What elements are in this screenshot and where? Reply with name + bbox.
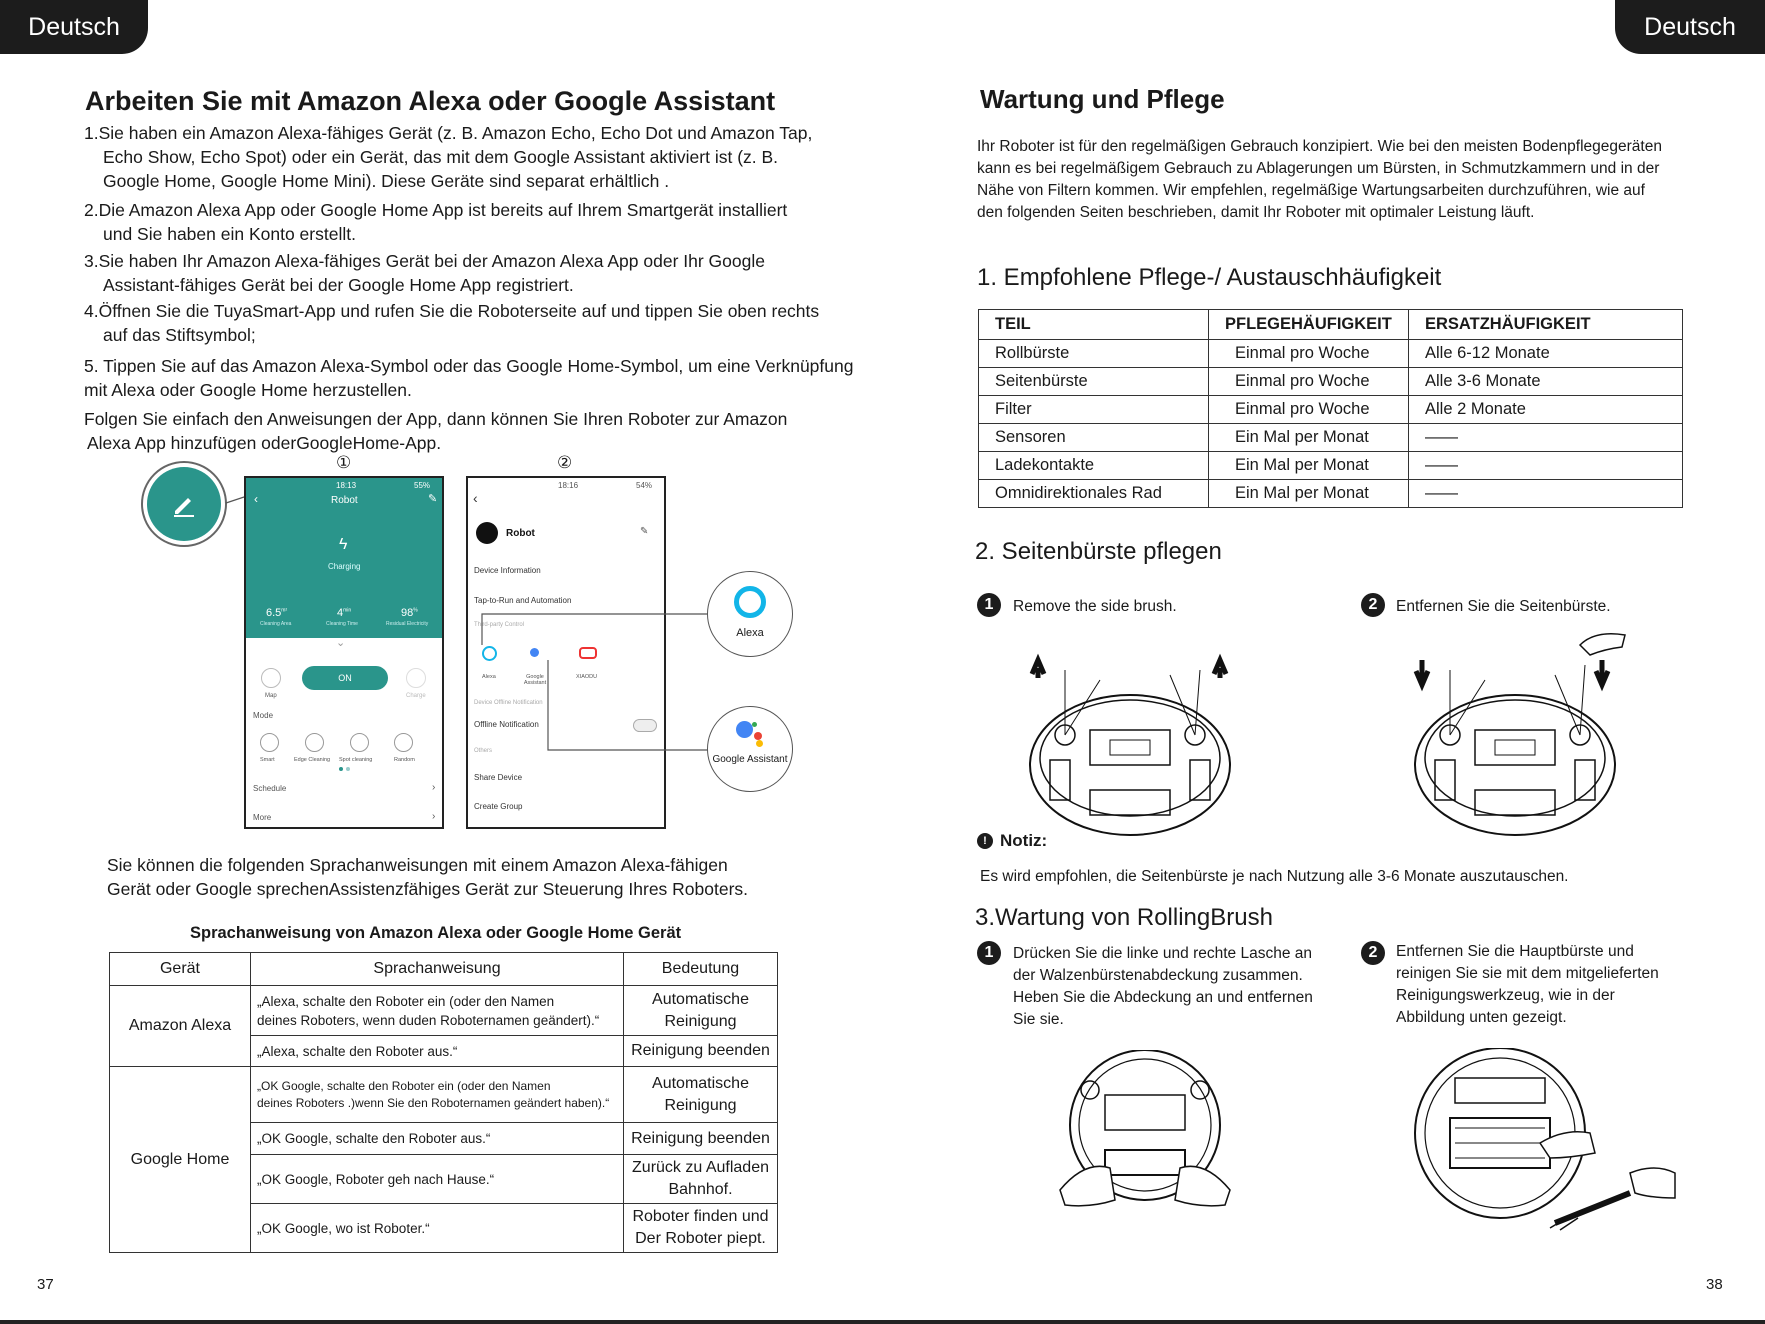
voice-table-title: Sprachanweisung von Amazon Alexa oder Google Home Gerät [190, 924, 682, 942]
marker-2: ② [557, 453, 573, 472]
chevron-right-icon: › [432, 811, 436, 822]
maintenance-table [978, 309, 1683, 508]
step-5-line-1: 5. Tippen Sie auf das Amazon Alexa-Symbol oder das Google Home-Symbol, um eine Verknüpfung [84, 356, 854, 376]
step-2-line-2: und Sie haben ein Konto erstellt. [103, 224, 356, 244]
intro-line: den folgenden Seiten beschrieben, damit Ihr Roboter mit optimaler Leistung läuft. [977, 204, 1535, 221]
step-4-line-1: 4.Öffnen Sie die TuyaSmart-App und rufen Sie die Roboterseite auf und tippen Sie oben rechts [84, 301, 820, 321]
device-amazon-alexa: Amazon Alexa [110, 986, 251, 1067]
pencil-icon [147, 467, 221, 541]
third-party-header: Third-party Control [474, 622, 525, 628]
create-group-item[interactable]: Create Group [474, 802, 523, 811]
meaning-text: Reinigung beenden [624, 1036, 778, 1067]
mode-spot: Spot cleaning [339, 757, 373, 763]
step-line: Abbildung unten gezeigt. [1396, 1009, 1567, 1026]
right-page-title: Wartung und Pflege [980, 84, 1225, 114]
follow-line-2: Alexa App hinzufügen oderGoogleHome-App. [87, 433, 442, 453]
device-google-home: Google Home [110, 1067, 251, 1253]
command-text: „Alexa, schalte den Roboter aus.“ [251, 1036, 624, 1067]
offline-header: Device Offline Notification [474, 700, 543, 706]
schedule-item[interactable]: Schedule [253, 784, 287, 793]
part-name: Sensoren [979, 424, 1209, 452]
share-device-item[interactable]: Share Device [474, 773, 523, 782]
power-on-button[interactable]: ON [302, 666, 388, 690]
note-label: Notiz: [1000, 831, 1048, 850]
meaning-text: Zurück zu Aufladen [632, 1159, 769, 1176]
section-3-heading: 3.Wartung von RollingBrush [975, 904, 1273, 931]
side-brush-step-2: Entfernen Sie die Seitenbürste. [1396, 598, 1611, 615]
phone1-title: Robot [331, 495, 358, 506]
header-care-frequency: PFLEGEHÄUFIGKEIT [1209, 310, 1409, 340]
alexa-callout [707, 571, 793, 657]
command-text: „OK Google, schalte den Roboter ein (oder den Namen [257, 1078, 551, 1093]
page-dot [339, 767, 343, 771]
command-text: „OK Google, Roboter geh nach Hause.“ [251, 1155, 624, 1204]
voice-intro [107, 853, 748, 901]
step-number-2: 2 [1361, 941, 1385, 965]
stat-area-label: Cleaning Area [260, 621, 292, 627]
pencil-callout [141, 461, 227, 547]
meaning-text: Automatische [652, 1074, 749, 1092]
edge-cleaning-icon[interactable] [305, 733, 324, 752]
meaning-text: Reinigung [664, 1096, 737, 1114]
command-text: „Alexa, schalte den Roboter ein (oder den Namen [257, 993, 555, 1009]
care-frequency: Einmal pro Woche [1209, 368, 1409, 396]
part-name: Omnidirektionales Rad [979, 480, 1209, 508]
intro-line: Ihr Roboter ist für den regelmäßigen Gebrauch konzipiert. Wie bei den meisten Bodenpflegegeräten [977, 138, 1662, 155]
step-number-2: 2 [1361, 593, 1385, 617]
maintenance-intro [977, 136, 1717, 224]
bottom-edge [0, 1320, 1765, 1324]
side-brush-step-1: Remove the side brush. [1013, 598, 1177, 615]
step-3-line-1: 3.Sie haben Ihr Amazon Alexa-fähiges Gerät bei der Amazon Alexa App oder Ihr Google [84, 251, 765, 271]
replacement-frequency: Alle 3-6 Monate [1409, 368, 1683, 396]
table-row [110, 1067, 778, 1123]
step-line: Drücken Sie die linke und rechte Lasche an [1013, 945, 1312, 962]
alexa-logo-icon [734, 586, 766, 618]
step-line: Sie sie. [1013, 1011, 1064, 1028]
rolling-brush-cover-illustration [1050, 1050, 1240, 1210]
device-information-item[interactable]: Device Information [474, 566, 541, 575]
step-4-line-2: auf das Stiftsymbol; [103, 325, 256, 345]
step-line: Entfernen Sie die Hauptbürste und [1396, 943, 1634, 960]
replacement-frequency: Alle 6-12 Monate [1409, 340, 1683, 368]
robot-avatar [476, 522, 498, 544]
stat-time-label: Cleaning Time [326, 621, 358, 627]
meaning-text: Der Roboter piept. [635, 1230, 766, 1247]
google-assistant-label: Google Assistant [523, 674, 547, 686]
tap-to-run-item[interactable]: Tap-to-Run and Automation [474, 596, 572, 605]
robot-side-brush-removal-illustration [1020, 640, 1250, 840]
spot-cleaning-icon[interactable] [350, 733, 369, 752]
edit-pencil-icon[interactable]: ✎ [428, 493, 438, 505]
header-replacement-frequency: ERSATZHÄUFIGKEIT [1409, 310, 1683, 340]
voice-header-device: Gerät [110, 953, 251, 986]
command-text: deines Roboters .)wenn Sie den Roboternamen geändert haben).“ [257, 1095, 610, 1110]
table-row [979, 424, 1683, 452]
charge-icon[interactable] [406, 668, 426, 688]
smart-mode-icon[interactable] [260, 733, 279, 752]
step-2-line-1: 2.Die Amazon Alexa App oder Google Home App ist bereits auf Ihrem Smartgerät installiert [84, 200, 788, 220]
command-text: „OK Google, wo ist Roboter.“ [251, 1204, 624, 1253]
replacement-frequency: —— [1409, 480, 1683, 508]
chevron-right-icon: › [432, 782, 436, 793]
offline-notification-item: Offline Notification [474, 720, 539, 729]
phone2-time: 18:16 [558, 481, 579, 490]
voice-command-table [109, 952, 778, 1253]
rolling-brush-step-1 [1013, 943, 1313, 1031]
rolling-brush-cleaning-illustration [1390, 1048, 1690, 1248]
alexa-callout-label: Alexa [736, 627, 764, 639]
care-frequency: Einmal pro Woche [1209, 396, 1409, 424]
table-row [110, 986, 778, 1036]
step-1-line-2: Echo Show, Echo Spot) oder ein Gerät, das mit dem Google Assistant aktiviert ist (z. B. [103, 147, 779, 167]
setup-steps [84, 121, 884, 455]
left-page-title: Arbeiten Sie mit Amazon Alexa oder Google Assistant [85, 86, 776, 116]
part-name: Ladekontakte [979, 452, 1209, 480]
marker-1: ① [336, 453, 352, 472]
google-assistant-logo-icon [736, 721, 753, 738]
rolling-brush-step-2 [1396, 941, 1659, 1029]
map-icon[interactable] [261, 668, 281, 688]
page-number-left: 37 [37, 1276, 54, 1293]
table-row [979, 340, 1683, 368]
voice-header-command: Sprachanweisung [251, 953, 624, 986]
table-row [979, 480, 1683, 508]
voice-intro-line-2: Gerät oder Google sprechenAssistenzfähiges Gerät zur Steuerung Ihres Roboters. [107, 879, 749, 899]
command-text: „OK Google, schalte den Roboter aus.“ [251, 1123, 624, 1155]
edit-pencil-icon[interactable]: ✎ [640, 526, 649, 537]
care-frequency: Ein Mal per Monat [1209, 452, 1409, 480]
meaning-text: Roboter finden und [632, 1208, 769, 1225]
step-line: der Walzenbürstenabdeckung zusammen. [1013, 967, 1303, 984]
page-number-right: 38 [1706, 1276, 1723, 1293]
back-icon[interactable]: ‹ [473, 490, 478, 506]
more-item[interactable]: More [253, 813, 272, 822]
step-number-1: 1 [977, 593, 1001, 617]
page-dot [346, 767, 350, 771]
voice-header-meaning: Bedeutung [624, 953, 778, 986]
step-line: Heben Sie die Abdeckung an und entfernen [1013, 989, 1313, 1006]
stat-battery-label: Residual Electricity [386, 621, 429, 627]
voice-intro-line-1: Sie können die folgenden Sprachanweisungen mit einem Amazon Alexa-fähigen [107, 855, 728, 875]
intro-line: kann es bei regelmäßigem Gebrauch zu Ablagerungen um Bürsten, in Schmutzkammern und in der [977, 160, 1660, 177]
charge-label: Charge [406, 693, 426, 699]
alexa-label: Alexa [482, 674, 496, 680]
back-icon[interactable]: ‹ [254, 492, 258, 506]
header-part: TEIL [979, 310, 1209, 340]
care-frequency: Einmal pro Woche [1209, 340, 1409, 368]
meaning-text: Automatische [652, 990, 749, 1008]
step-line: Reinigungswerkzeug, wie in der [1396, 987, 1615, 1004]
care-frequency: Ein Mal per Monat [1209, 480, 1409, 508]
meaning-text: Bahnhof. [668, 1181, 733, 1198]
stat-battery: 98% [401, 607, 418, 619]
charging-status: Charging [328, 562, 361, 571]
phone1-battery: 55% [414, 481, 431, 490]
callout-connectors [480, 600, 720, 760]
xiaodu-label: XIAODU [576, 674, 598, 680]
section-1-heading: 1. Empfohlene Pflege-/ Austauschhäufigkeit [977, 264, 1442, 291]
step-1-line-1: 1.Sie haben ein Amazon Alexa-fähiges Gerät (z. B. Amazon Echo, Echo Dot und Amazon Tap, [84, 123, 813, 143]
part-name: Rollbürste [979, 340, 1209, 368]
step-5-line-2: mit Alexa oder Google Home herzustellen. [84, 380, 412, 400]
random-mode-icon[interactable] [394, 733, 413, 752]
map-label: Map [265, 693, 277, 699]
table-row [979, 396, 1683, 424]
google-callout-label: Google Assistant [712, 754, 788, 765]
mode-label: Mode [253, 711, 274, 720]
charging-bolt-icon: ϟ [339, 536, 348, 553]
stat-area: $6.5^{m^2}$ [266, 607, 288, 619]
phone1-time: 18:13 [336, 481, 357, 490]
mode-edge: Edge Cleaning [294, 757, 331, 763]
part-name: Filter [979, 396, 1209, 424]
mode-random: Random [394, 757, 415, 763]
language-tab-right: Deutsch [1615, 0, 1765, 54]
meaning-text: Reinigung [664, 1012, 737, 1030]
intro-line: Nähe von Filtern kommen. Wir empfehlen, regelmäßige Wartungsarbeiten durchzuführen, wie auf [977, 182, 1645, 199]
step-3-line-2: Assistant-fähiges Gerät bei der Google Home App registriert. [103, 275, 574, 295]
care-frequency: Ein Mal per Monat [1209, 424, 1409, 452]
language-tab-left: Deutsch [0, 0, 148, 54]
replacement-frequency: Alle 2 Monate [1409, 396, 1683, 424]
command-text: deines Roboters, wenn duden Roboternamen geändert).“ [257, 1012, 600, 1028]
meaning-text: Reinigung beenden [624, 1123, 778, 1155]
google-assistant-callout [707, 706, 793, 792]
stat-time: $4^{min}$ [337, 607, 352, 619]
mode-smart: Smart [260, 757, 275, 763]
phone2-battery: 54% [636, 481, 653, 490]
chevron-down-icon[interactable]: ⌄ [336, 637, 346, 649]
follow-line-1: Folgen Sie einfach den Anweisungen der App, dann können Sie Ihren Roboter zur Amazon [84, 409, 788, 429]
others-header: Others [474, 748, 493, 754]
replacement-frequency: —— [1409, 424, 1683, 452]
step-number-1: 1 [977, 941, 1001, 965]
robot-side-brush-detached-illustration [1400, 625, 1640, 840]
section-2-heading: 2. Seitenbürste pflegen [975, 538, 1222, 565]
robot-name: Robot [506, 528, 535, 539]
step-1-line-3: Google Home, Google Home Mini). Diese Geräte sind separat erhältlich . [103, 171, 670, 191]
part-name: Seitenbürste [979, 368, 1209, 396]
note-text: Es wird empfohlen, die Seitenbürste je nach Nutzung alle 3-6 Monate auszutauschen. [980, 868, 1569, 885]
step-line: reinigen Sie sie mit dem mitgelieferten [1396, 965, 1659, 982]
table-row [979, 452, 1683, 480]
table-row [979, 368, 1683, 396]
replacement-frequency: —— [1409, 452, 1683, 480]
warning-icon: ! [977, 833, 993, 849]
phone-screen-robot [244, 476, 444, 829]
